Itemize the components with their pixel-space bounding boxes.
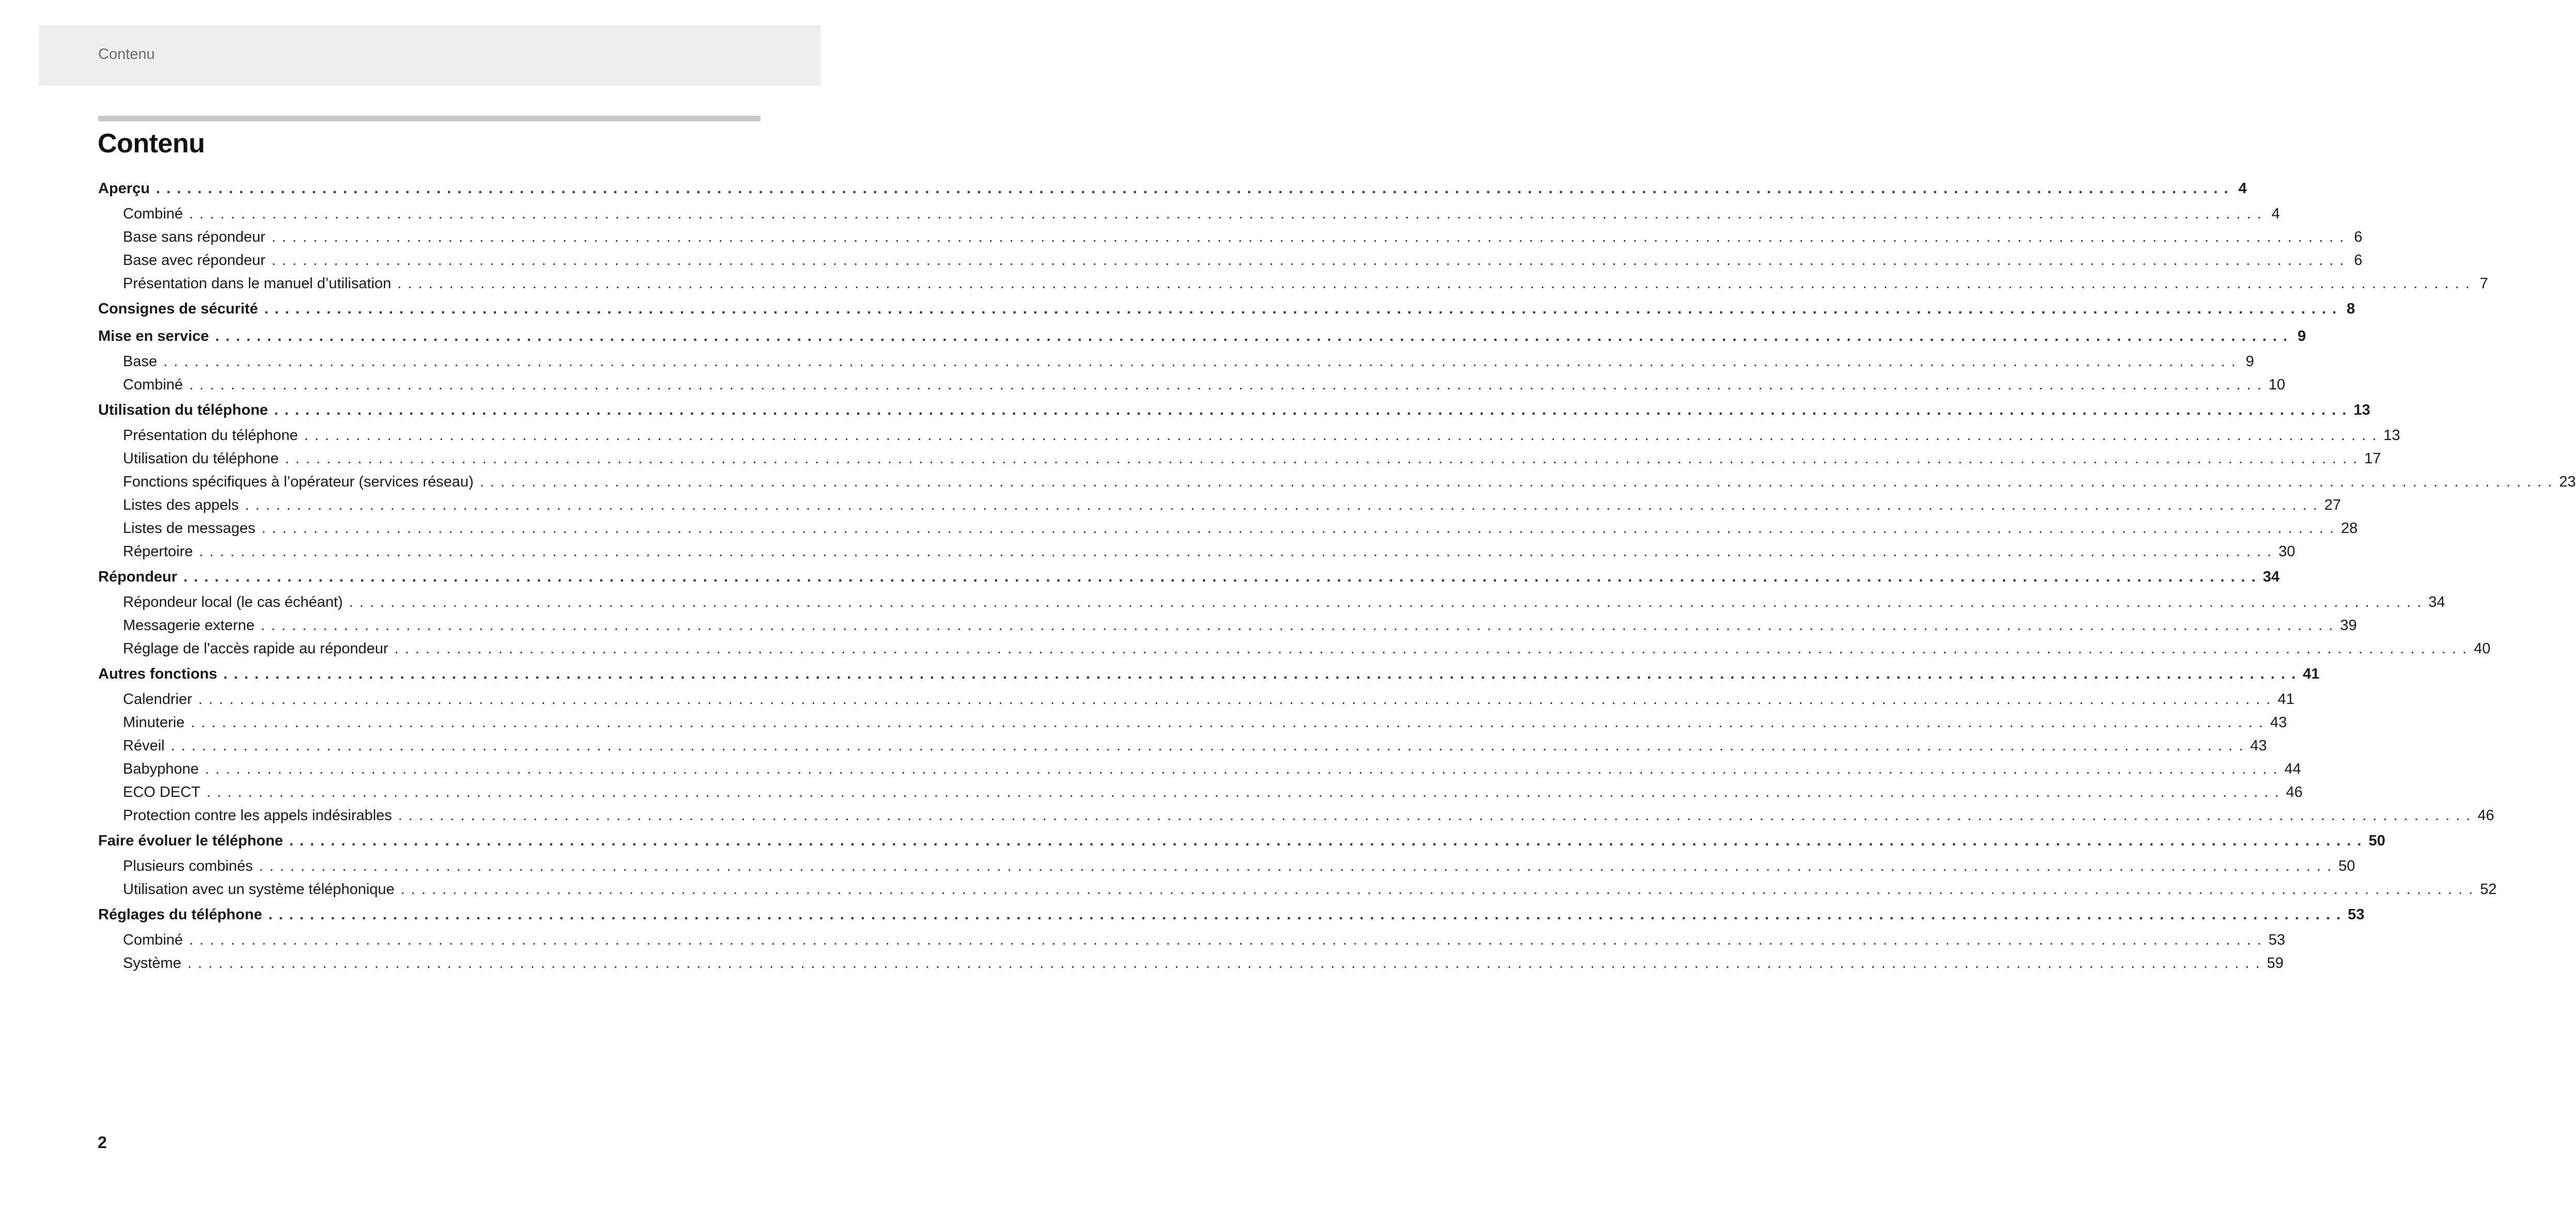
dot-leader: . . . . . . . . . . . . . . . . . . . . . . . . . . . . . . . . . . . . . . . . . . . . . . . . . . . . . . . . . . . . . . . . . . . . . . . . . . . . . . . . . . . . . . . . . . . . . . . . . . . . . . . . . . . . . . . . . . . . . . . . . . . . . . . . . . . . . . . . . . . . . . . . . . . . . . . . . . . . . . . . . . . . . . . . . . . . . . . . . . . . . . . . . . . . . . . . . . . . . . . . xyxy=(285,450,2358,467)
dot-leader: . . . . . . . . . . . . . . . . . . . . . . . . . . . . . . . . . . . . . . . . . . . . . . . . . . . . . . . . . . . . . . . . . . . . . . . . . . . . . . . . . . . . . . . . . . . . . . . . . . . . . . . . . . . . . . . . . . . . . . . . . . . . . . . . . . . . . . . . . . . . . . . . . . . . . . . . . . . . . . . . . . . . . . . . . . . . . . . . . . . . . . . . . . . . . . . . . . . . . . . . xyxy=(271,229,2345,245)
dot-leader: . . . . . . . . . . . . . . . . . . . . . . . . . . . . . . . . . . . . . . . . . . . . . . . . . . . . . . . . . . . . . . . . . . . . . . . . . . . . . . . . . . . . . . . . . . . . . . . . . . . . . . . . . . . . . . . . . . . . . . . . . . . . . . . . . . . . . . . . . . . . . . . . . . . . . . . . . . . . . . . . . . . . . . . . . . . . . . . . . . . . . . . . . . . . . . . . . . . . . . . . xyxy=(198,691,2272,708)
section-title: Messagerie externe xyxy=(123,617,255,634)
section-page-number: 6 xyxy=(2354,229,2363,245)
toc-section[interactable] xyxy=(98,781,2303,804)
toc-section[interactable] xyxy=(98,637,2491,661)
chapter-page-number: 9 xyxy=(2298,328,2306,344)
section-page-number: 59 xyxy=(2267,955,2284,971)
page-title: Contenu xyxy=(98,129,205,159)
section-title: Combiné xyxy=(123,206,183,222)
section-page-number: 17 xyxy=(2364,450,2381,467)
section-title: Répertoire xyxy=(123,543,193,560)
chapter-title: Répondeur xyxy=(98,569,178,585)
toc-section[interactable] xyxy=(98,272,2488,295)
dot-leader: . . . . . . . . . . . . . . . . . . . . . . . . . . . . . . . . . . . . . . . . . . . . . . . . . . . . . . . . . . . . . . . . . . . . . . . . . . . . . . . . . . . . . . . . . . . . . . . . . . . . . . . . . . . . . . . . . . . . . . . . . . . . . . . . . . . . . . . . . . . . . . . . . . . . . . . . . . . . . . . . . . . . . . . . . . . . . . . . . . . . . . . . . . . . . . . . . . . . . . . . xyxy=(400,881,2474,898)
toc-chapter[interactable] xyxy=(98,901,2365,929)
dot-leader: . . . . . . . . . . . . . . . . . . . . . . . . . . . . . . . . . . . . . . . . . . . . . . . . . . . . . . . . . . . . . . . . . . . . . . . . . . . . . . . . . . . . . . . . . . . . . . . . . . . . . . . . . . . . . . . . . . . . . . . . . . . . . . . . . . . . . . . . . . . . . . . . . . . . . . . . . . . . . . . . . . . . . . . . . . . . . . . . . . . . . . . . . . . . . . . . . . . . . . . . xyxy=(271,252,2345,269)
dot-leader: . . . . . . . . . . . . . . . . . . . . . . . . . . . . . . . . . . . . . . . . . . . . . . . . . . . . . . . . . . . . . . . . . . . . . . . . . . . . . . . . . . . . . . . . . . . . . . . . . . . . . . . . . . . . . . . . . . . . . . . . . . . . . . . . . . . . . . . . . . . . . . . . . . . . . . . . . . . . . . . . . . . . . . . . . . . . . . . . . . . . . . . . . . . . . . . . . . . . . . . . xyxy=(191,714,2264,731)
section-page-number: 41 xyxy=(2277,691,2294,708)
toc-section[interactable] xyxy=(98,517,2358,540)
section-page-number: 9 xyxy=(2245,353,2254,370)
section-title: Répondeur local (le cas échéant) xyxy=(123,594,343,610)
dot-leader: . . . . . . . . . . . . . . . . . . . . . . . . . . . . . . . . . . . . . . . . . . . . . . . . . . . . . . . . . . . . . . . . . . . . . . . . . . . . . . . . . . . . . . . . . . . . . . . . . . . . . . . . . . . . . . . . . . . . . . . . . . . . . . . . . . . . . . . . . . . . . . . . . . . . . . . . . . . . . . . . . . . . . . . . . . . . . . . . . . . . . . . . . . . . . . . . . . . . . . . . xyxy=(398,807,2472,824)
section-title: Réglage de l'accès rapide au répondeur xyxy=(123,640,389,657)
toc-section[interactable] xyxy=(98,226,2363,249)
dot-leader: . . . . . . . . . . . . . . . . . . . . . . . . . . . . . . . . . . . . . . . . . . . . . . . . . . . . . . . . . . . . . . . . . . . . . . . . . . . . . . . . . . . . . . . . . . . . . . . . . . . . . . . . . . . . . . . . . . . . . . . . . . . . . . . . . . . . . . . . . . . . . . . . . . . . . . . . . . . . . . . . . . . . . . . . . . . . . . . . . . . . . . . . . . . . . . . . . . . . . . . . xyxy=(349,594,2423,610)
section-title: Présentation du téléphone xyxy=(123,427,298,444)
section-page-number: 34 xyxy=(2428,594,2445,610)
section-title: Combiné xyxy=(123,376,183,393)
section-title: Listes de messages xyxy=(123,520,256,537)
table-of-contents xyxy=(98,175,2576,975)
dot-leader: . . . . . . . . . . . . . . . . . . . . . . . . . . . . . . . . . . . . . . . . . . . . . . . . . . . . . . . . . . . . . . . . . . . . . . . . . . . . . . . . . . . . . . . . . . . . . . . . . . . . . . . . . . . . . . . . . . . . . . . . . . . . . . . . . . . . . . . . . . . . . . . . . . . . . . . . . . . . . . . . . . . . . . . . . . . . . . . . . . . . . . . . . . . . . . . . . . . . . . . . xyxy=(260,617,2334,634)
section-title: Réveil xyxy=(123,738,165,754)
section-title: Calendrier xyxy=(123,691,192,708)
dot-leader: . . . . . . . . . . . . . . . . . . . . . . . . . . . . . . . . . . . . . . . . . . . . . . . . . . . . . . . . . . . . . . . . . . . . . . . . . . . . . . . . . . . . . . . . . . . . . . . . . . . . . . . . . . . . . . . . . . . . . . . . . . . . . . . . . . . . . . . . . . . . . . . . . . . . . . . . . . . . . . . . . . . . . . . . . . . . . . . . . . . . . . . . . . . . . . . . . . . . . . . . xyxy=(170,738,2244,754)
section-page-number: 23 xyxy=(2559,474,2576,490)
toc-section[interactable] xyxy=(98,202,2280,226)
section-title: Utilisation du téléphone xyxy=(123,450,279,467)
toc-chapter[interactable] xyxy=(98,323,2306,350)
section-title: Minuterie xyxy=(123,714,185,731)
section-page-number: 46 xyxy=(2477,807,2494,824)
dot-leader: . . . . . . . . . . . . . . . . . . . . . . . . . . . . . . . . . . . . . . . . . . . . . . . . . . . . . . . . . . . . . . . . . . . . . . . . . . . . . . . . . . . . . . . . . . . . . . . . . . . . . . . . . . . . . . . . . . . . . . . . . . . . . . . . . . . . . . . . . . . . . . . . . . . . . . . . . . . . . . . . . . . . . . . . . . . . . . . . . . . . . . . . . . . . . . . . . . . . . . . . xyxy=(264,301,2338,317)
chapter-title: Utilisation du téléphone xyxy=(98,402,268,418)
dot-leader: . . . . . . . . . . . . . . . . . . . . . . . . . . . . . . . . . . . . . . . . . . . . . . . . . . . . . . . . . . . . . . . . . . . . . . . . . . . . . . . . . . . . . . . . . . . . . . . . . . . . . . . . . . . . . . . . . . . . . . . . . . . . . . . . . . . . . . . . . . . . . . . . . . . . . . . . . . . . . . . . . . . . . . . . . . . . . . . . . . . . . . . . . . . . . . . . . . . . . . . . xyxy=(187,955,2261,971)
dot-leader: . . . . . . . . . . . . . . . . . . . . . . . . . . . . . . . . . . . . . . . . . . . . . . . . . . . . . . . . . . . . . . . . . . . . . . . . . . . . . . . . . . . . . . . . . . . . . . . . . . . . . . . . . . . . . . . . . . . . . . . . . . . . . . . . . . . . . . . . . . . . . . . . . . . . . . . . . . . . . . . . . . . . . . . . . . . . . . . . . . . . . . . . . . . . . . . . . . . . . . . . xyxy=(189,932,2262,948)
toc-section[interactable] xyxy=(98,447,2381,470)
toc-section[interactable] xyxy=(98,758,2301,781)
section-page-number: 7 xyxy=(2479,275,2488,292)
chapter-page-number: 4 xyxy=(2238,180,2247,197)
section-title: Protection contre les appels indésirables xyxy=(123,807,392,824)
dot-leader: . . . . . . . . . . . . . . . . . . . . . . . . . . . . . . . . . . . . . . . . . . . . . . . . . . . . . . . . . . . . . . . . . . . . . . . . . . . . . . . . . . . . . . . . . . . . . . . . . . . . . . . . . . . . . . . . . . . . . . . . . . . . . . . . . . . . . . . . . . . . . . . . . . . . . . . . . . . . . . . . . . . . . . . . . . . . . . . . . . . . . . . . . . . . . . . . . . . . . . . . xyxy=(189,376,2262,393)
toc-section[interactable] xyxy=(98,614,2357,637)
section-page-number: 44 xyxy=(2284,761,2301,777)
section-title: Base xyxy=(123,353,158,370)
dot-leader: . . . . . . . . . . . . . . . . . . . . . . . . . . . . . . . . . . . . . . . . . . . . . . . . . . . . . . . . . . . . . . . . . . . . . . . . . . . . . . . . . . . . . . . . . . . . . . . . . . . . . . . . . . . . . . . . . . . . . . . . . . . . . . . . . . . . . . . . . . . . . . . . . . . . . . . . . . . . . . . . . . . . . . . . . . . . . . . . . . . . . . . . . . . . . . . . . . . . . . . . xyxy=(394,640,2468,657)
toc-section[interactable] xyxy=(98,424,2400,447)
dot-leader: . . . . . . . . . . . . . . . . . . . . . . . . . . . . . . . . . . . . . . . . . . . . . . . . . . . . . . . . . . . . . . . . . . . . . . . . . . . . . . . . . . . . . . . . . . . . . . . . . . . . . . . . . . . . . . . . . . . . . . . . . . . . . . . . . . . . . . . . . . . . . . . . . . . . . . . . . . . . . . . . . . . . . . . . . . . . . . . . . . . . . . . . . . . . . . . . . . . . . . . . xyxy=(183,569,2257,585)
section-page-number: 27 xyxy=(2324,497,2341,513)
section-page-number: 53 xyxy=(2268,932,2286,948)
page-number: 2 xyxy=(98,1133,107,1152)
toc-chapter[interactable] xyxy=(98,397,2370,424)
chapter-title: Consignes de sécurité xyxy=(98,301,258,317)
chapter-page-number: 34 xyxy=(2262,569,2280,585)
toc-chapter[interactable] xyxy=(98,295,2355,323)
toc-section[interactable] xyxy=(98,350,2254,373)
chapter-page-number: 50 xyxy=(2368,833,2385,849)
toc-section[interactable] xyxy=(98,540,2295,563)
toc-section[interactable] xyxy=(98,494,2341,517)
section-page-number: 43 xyxy=(2250,738,2267,754)
dot-leader: . . . . . . . . . . . . . . . . . . . . . . . . . . . . . . . . . . . . . . . . . . . . . . . . . . . . . . . . . . . . . . . . . . . . . . . . . . . . . . . . . . . . . . . . . . . . . . . . . . . . . . . . . . . . . . . . . . . . . . . . . . . . . . . . . . . . . . . . . . . . . . . . . . . . . . . . . . . . . . . . . . . . . . . . . . . . . . . . . . . . . . . . . . . . . . . . . . . . . . . . xyxy=(189,206,2262,222)
running-header xyxy=(39,25,821,86)
section-title: Fonctions spécifiques à l’opérateur (services réseau) xyxy=(123,474,474,490)
section-title: Plusieurs combinés xyxy=(123,858,253,874)
dot-leader: . . . . . . . . . . . . . . . . . . . . . . . . . . . . . . . . . . . . . . . . . . . . . . . . . . . . . . . . . . . . . . . . . . . . . . . . . . . . . . . . . . . . . . . . . . . . . . . . . . . . . . . . . . . . . . . . . . . . . . . . . . . . . . . . . . . . . . . . . . . . . . . . . . . . . . . . . . . . . . . . . . . . . . . . . . . . . . . . . . . . . . . . . . . . . . . . . . . . . . . . xyxy=(223,666,2297,682)
dot-leader: . . . . . . . . . . . . . . . . . . . . . . . . . . . . . . . . . . . . . . . . . . . . . . . . . . . . . . . . . . . . . . . . . . . . . . . . . . . . . . . . . . . . . . . . . . . . . . . . . . . . . . . . . . . . . . . . . . . . . . . . . . . . . . . . . . . . . . . . . . . . . . . . . . . . . . . . . . . . . . . . . . . . . . . . . . . . . . . . . . . . . . . . . . . . . . . . . . . . . . . . xyxy=(479,474,2553,490)
dot-leader: . . . . . . . . . . . . . . . . . . . . . . . . . . . . . . . . . . . . . . . . . . . . . . . . . . . . . . . . . . . . . . . . . . . . . . . . . . . . . . . . . . . . . . . . . . . . . . . . . . . . . . . . . . . . . . . . . . . . . . . . . . . . . . . . . . . . . . . . . . . . . . . . . . . . . . . . . . . . . . . . . . . . . . . . . . . . . . . . . . . . . . . . . . . . . . . . . . . . . . . . xyxy=(156,180,2229,197)
dot-leader: . . . . . . . . . . . . . . . . . . . . . . . . . . . . . . . . . . . . . . . . . . . . . . . . . . . . . . . . . . . . . . . . . . . . . . . . . . . . . . . . . . . . . . . . . . . . . . . . . . . . . . . . . . . . . . . . . . . . . . . . . . . . . . . . . . . . . . . . . . . . . . . . . . . . . . . . . . . . . . . . . . . . . . . . . . . . . . . . . . . . . . . . . . . . . . . . . . . . . . . . xyxy=(268,906,2342,923)
dot-leader: . . . . . . . . . . . . . . . . . . . . . . . . . . . . . . . . . . . . . . . . . . . . . . . . . . . . . . . . . . . . . . . . . . . . . . . . . . . . . . . . . . . . . . . . . . . . . . . . . . . . . . . . . . . . . . . . . . . . . . . . . . . . . . . . . . . . . . . . . . . . . . . . . . . . . . . . . . . . . . . . . . . . . . . . . . . . . . . . . . . . . . . . . . . . . . . . . . . . . . . . xyxy=(199,543,2273,560)
toc-section[interactable] xyxy=(98,952,2284,975)
section-page-number: 52 xyxy=(2480,881,2497,898)
dot-leader: . . . . . . . . . . . . . . . . . . . . . . . . . . . . . . . . . . . . . . . . . . . . . . . . . . . . . . . . . . . . . . . . . . . . . . . . . . . . . . . . . . . . . . . . . . . . . . . . . . . . . . . . . . . . . . . . . . . . . . . . . . . . . . . . . . . . . . . . . . . . . . . . . . . . . . . . . . . . . . . . . . . . . . . . . . . . . . . . . . . . . . . . . . . . . . . . . . . . . . . . xyxy=(397,275,2471,292)
section-page-number: 13 xyxy=(2383,427,2400,444)
title-rule xyxy=(98,116,761,121)
dot-leader: . . . . . . . . . . . . . . . . . . . . . . . . . . . . . . . . . . . . . . . . . . . . . . . . . . . . . . . . . . . . . . . . . . . . . . . . . . . . . . . . . . . . . . . . . . . . . . . . . . . . . . . . . . . . . . . . . . . . . . . . . . . . . . . . . . . . . . . . . . . . . . . . . . . . . . . . . . . . . . . . . . . . . . . . . . . . . . . . . . . . . . . . . . . . . . . . . . . . . . . . xyxy=(289,833,2363,849)
section-page-number: 40 xyxy=(2474,640,2491,657)
dot-leader: . . . . . . . . . . . . . . . . . . . . . . . . . . . . . . . . . . . . . . . . . . . . . . . . . . . . . . . . . . . . . . . . . . . . . . . . . . . . . . . . . . . . . . . . . . . . . . . . . . . . . . . . . . . . . . . . . . . . . . . . . . . . . . . . . . . . . . . . . . . . . . . . . . . . . . . . . . . . . . . . . . . . . . . . . . . . . . . . . . . . . . . . . . . . . . . . . . . . . . . . xyxy=(205,761,2278,777)
section-title: Utilisation avec un système téléphonique xyxy=(123,881,395,898)
toc-chapter[interactable] xyxy=(98,175,2247,202)
toc-section[interactable] xyxy=(98,470,2576,494)
toc-section[interactable] xyxy=(98,929,2286,952)
chapter-title: Autres fonctions xyxy=(98,666,218,682)
dot-leader: . . . . . . . . . . . . . . . . . . . . . . . . . . . . . . . . . . . . . . . . . . . . . . . . . . . . . . . . . . . . . . . . . . . . . . . . . . . . . . . . . . . . . . . . . . . . . . . . . . . . . . . . . . . . . . . . . . . . . . . . . . . . . . . . . . . . . . . . . . . . . . . . . . . . . . . . . . . . . . . . . . . . . . . . . . . . . . . . . . . . . . . . . . . . . . . . . . . . . . . . xyxy=(206,784,2280,801)
dot-leader: . . . . . . . . . . . . . . . . . . . . . . . . . . . . . . . . . . . . . . . . . . . . . . . . . . . . . . . . . . . . . . . . . . . . . . . . . . . . . . . . . . . . . . . . . . . . . . . . . . . . . . . . . . . . . . . . . . . . . . . . . . . . . . . . . . . . . . . . . . . . . . . . . . . . . . . . . . . . . . . . . . . . . . . . . . . . . . . . . . . . . . . . . . . . . . . . . . . . . . . . xyxy=(215,328,2289,344)
toc-chapter[interactable] xyxy=(98,661,2320,688)
toc-section[interactable] xyxy=(98,804,2494,827)
toc-section[interactable] xyxy=(98,878,2497,901)
toc-chapter[interactable] xyxy=(98,827,2385,855)
chapter-title: Aperçu xyxy=(98,180,150,197)
dot-leader: . . . . . . . . . . . . . . . . . . . . . . . . . . . . . . . . . . . . . . . . . . . . . . . . . . . . . . . . . . . . . . . . . . . . . . . . . . . . . . . . . . . . . . . . . . . . . . . . . . . . . . . . . . . . . . . . . . . . . . . . . . . . . . . . . . . . . . . . . . . . . . . . . . . . . . . . . . . . . . . . . . . . . . . . . . . . . . . . . . . . . . . . . . . . . . . . . . . . . . . . xyxy=(245,497,2318,513)
section-title: Base avec répondeur xyxy=(123,252,266,269)
chapter-title: Réglages du téléphone xyxy=(98,906,262,923)
section-page-number: 4 xyxy=(2271,206,2280,222)
dot-leader: . . . . . . . . . . . . . . . . . . . . . . . . . . . . . . . . . . . . . . . . . . . . . . . . . . . . . . . . . . . . . . . . . . . . . . . . . . . . . . . . . . . . . . . . . . . . . . . . . . . . . . . . . . . . . . . . . . . . . . . . . . . . . . . . . . . . . . . . . . . . . . . . . . . . . . . . . . . . . . . . . . . . . . . . . . . . . . . . . . . . . . . . . . . . . . . . . . . . . . . . xyxy=(163,353,2237,370)
section-title: ECO DECT xyxy=(123,784,200,801)
chapter-page-number: 8 xyxy=(2347,301,2355,317)
section-title: Présentation dans le manuel d’utilisation xyxy=(123,275,392,292)
chapter-page-number: 53 xyxy=(2348,906,2365,923)
section-title: Système xyxy=(123,955,181,971)
chapter-title: Mise en service xyxy=(98,328,209,344)
toc-section[interactable] xyxy=(98,855,2355,878)
section-page-number: 28 xyxy=(2341,520,2358,537)
toc-section[interactable] xyxy=(98,249,2363,272)
section-title: Base sans répondeur xyxy=(123,229,266,245)
section-title: Combiné xyxy=(123,932,183,948)
chapter-title: Faire évoluer le téléphone xyxy=(98,833,283,849)
dot-leader: . . . . . . . . . . . . . . . . . . . . . . . . . . . . . . . . . . . . . . . . . . . . . . . . . . . . . . . . . . . . . . . . . . . . . . . . . . . . . . . . . . . . . . . . . . . . . . . . . . . . . . . . . . . . . . . . . . . . . . . . . . . . . . . . . . . . . . . . . . . . . . . . . . . . . . . . . . . . . . . . . . . . . . . . . . . . . . . . . . . . . . . . . . . . . . . . . . . . . . . . xyxy=(304,427,2378,444)
dot-leader: . . . . . . . . . . . . . . . . . . . . . . . . . . . . . . . . . . . . . . . . . . . . . . . . . . . . . . . . . . . . . . . . . . . . . . . . . . . . . . . . . . . . . . . . . . . . . . . . . . . . . . . . . . . . . . . . . . . . . . . . . . . . . . . . . . . . . . . . . . . . . . . . . . . . . . . . . . . . . . . . . . . . . . . . . . . . . . . . . . . . . . . . . . . . . . . . . . . . . . . . xyxy=(274,402,2348,418)
toc-section[interactable] xyxy=(98,591,2445,614)
toc-section[interactable] xyxy=(98,711,2287,734)
section-page-number: 50 xyxy=(2338,858,2355,874)
toc-section[interactable] xyxy=(98,688,2294,711)
section-page-number: 46 xyxy=(2286,784,2303,801)
section-page-number: 10 xyxy=(2268,376,2286,393)
section-page-number: 43 xyxy=(2270,714,2287,731)
section-page-number: 39 xyxy=(2340,617,2357,634)
running-header-title: Contenu xyxy=(98,46,155,62)
section-page-number: 30 xyxy=(2278,543,2295,560)
dot-leader: . . . . . . . . . . . . . . . . . . . . . . . . . . . . . . . . . . . . . . . . . . . . . . . . . . . . . . . . . . . . . . . . . . . . . . . . . . . . . . . . . . . . . . . . . . . . . . . . . . . . . . . . . . . . . . . . . . . . . . . . . . . . . . . . . . . . . . . . . . . . . . . . . . . . . . . . . . . . . . . . . . . . . . . . . . . . . . . . . . . . . . . . . . . . . . . . . . . . . . . . xyxy=(261,520,2335,537)
dot-leader: . . . . . . . . . . . . . . . . . . . . . . . . . . . . . . . . . . . . . . . . . . . . . . . . . . . . . . . . . . . . . . . . . . . . . . . . . . . . . . . . . . . . . . . . . . . . . . . . . . . . . . . . . . . . . . . . . . . . . . . . . . . . . . . . . . . . . . . . . . . . . . . . . . . . . . . . . . . . . . . . . . . . . . . . . . . . . . . . . . . . . . . . . . . . . . . . . . . . . . . . xyxy=(259,858,2333,874)
toc-section[interactable] xyxy=(98,734,2267,758)
chapter-page-number: 13 xyxy=(2353,402,2370,418)
section-title: Listes des appels xyxy=(123,497,239,513)
toc-chapter[interactable] xyxy=(98,563,2280,591)
section-title: Babyphone xyxy=(123,761,199,777)
section-page-number: 6 xyxy=(2354,252,2363,269)
toc-section[interactable] xyxy=(98,373,2286,397)
chapter-page-number: 41 xyxy=(2303,666,2320,682)
